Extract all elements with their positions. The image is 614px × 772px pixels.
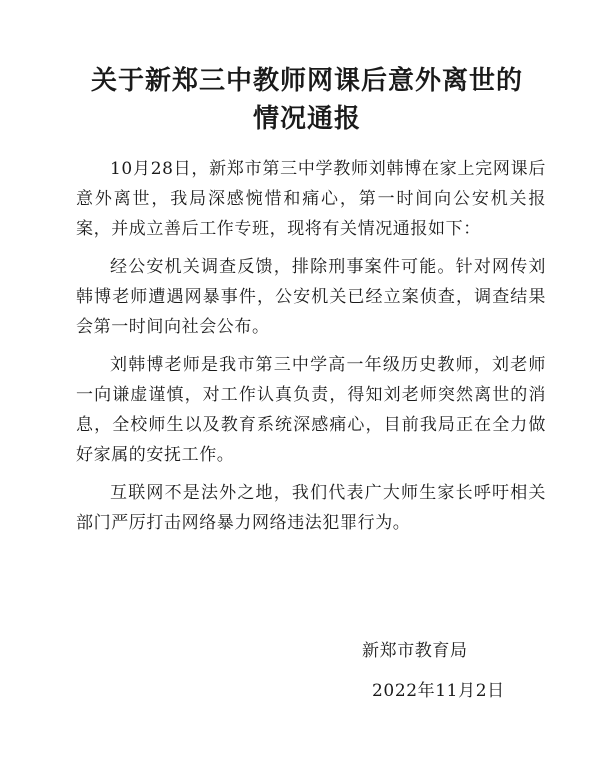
- paragraph-2: 经公安机关调查反馈，排除刑事案件可能。针对网传刘韩博老师遭遇网暴事件，公安机关已经立案侦查，调查结果会第一时间向社会公布。: [76, 257, 546, 337]
- signature-organization: 新郑市教育局: [362, 641, 468, 661]
- signature-date: 2022年11月2日: [372, 681, 505, 701]
- paragraph-3: 刘韩博老师是我市第三中学高一年级历史教师，刘老师一向谦虚谨慎，对工作认真负责，得知刘老师突然离世的消息，全校师生以及教育系统深感痛心，目前我局正在全力做好家属的安抚工作。: [76, 355, 546, 465]
- document-body: [76, 154, 546, 546]
- document-title-line-1: 关于新郑三中教师网课后意外离世的: [90, 66, 523, 96]
- document-title-line-2: 情况通报: [252, 104, 361, 134]
- paragraph-1: 10月28日，新郑市第三中学教师刘韩博在家上完网课后意外离世，我局深感惋惜和痛心，第一时间向公安机关报案，并成立善后工作专班，现将有关情况通报如下：: [76, 159, 546, 239]
- paragraph-4: 互联网不是法外之地，我们代表广大师生家长呼吁相关部门严厉打击网络暴力网络违法犯罪行为。: [76, 483, 546, 533]
